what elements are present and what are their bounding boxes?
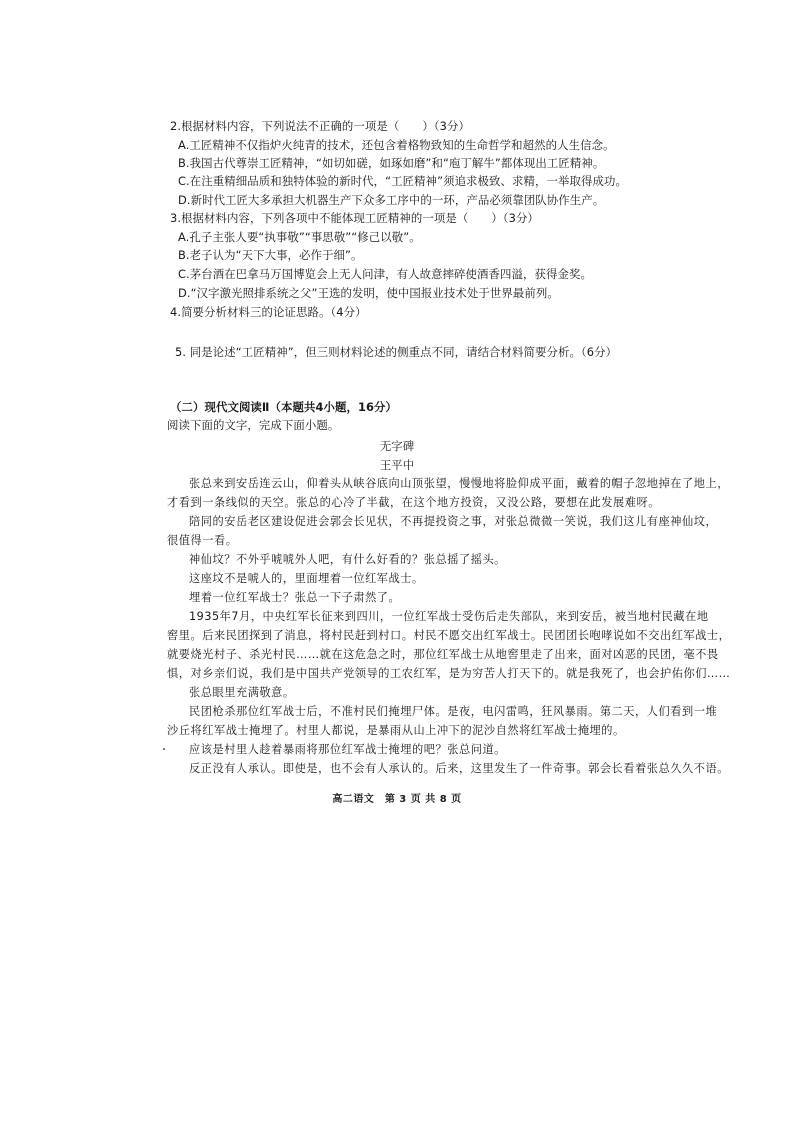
- question-2-stem: 2.根据材料内容，下列说法不正确的一项是（ ）（3分）: [170, 119, 470, 133]
- passage-line: 陪同的安岳老区建设促进会郭会长见状，不再提投资之事，对张总微微一笑说，我们这儿有座神仙坟，: [189, 515, 718, 528]
- passage-title: 无字碑: [379, 439, 415, 453]
- passage-line: 神仙坟？不外乎唬唬外人吧，有什么好看的？张总摇了摇头。: [189, 553, 506, 566]
- passage-line: 很值得一看。: [167, 534, 238, 547]
- question-3-option-d: D.“汉字激光照排系统之父”王选的发明，使中国报业技术处于世界最前列。: [178, 286, 559, 300]
- passage-line: 窖里。后来民团探到了消息，将村民赶到村口。村民不愿交出红军战士。民团团长咆哮说如不交出红军战士，: [167, 629, 731, 642]
- passage-line: 沙丘将红军战士掩埋了。村里人都说，是暴雨从山上冲下的泥沙自然将红军战士掩埋的。: [167, 724, 625, 737]
- passage-line: 埋着一位红军战士？张总一下子肃然了。: [189, 591, 401, 604]
- question-4: 4.简要分析材料三的论证思路。（4分）: [170, 305, 367, 319]
- section-heading: （二）现代文阅读Ⅱ（本题共4小题，16分）: [170, 400, 398, 414]
- passage-line: 这座坟不是唬人的，里面埋着一位红军战士。: [189, 572, 424, 585]
- question-3-option-b: B.老子认为“天下大事，必作于细”。: [178, 248, 363, 262]
- question-2-option-b: B.我国古代尊崇工匠精神，“如切如磋，如琢如磨”和“庖丁解牛”都体现出工匠精神。: [178, 156, 605, 170]
- scan-speck: [163, 748, 165, 750]
- passage-author: 王平中: [379, 458, 415, 472]
- passage-line: 1935年7月，中央红军长征来到四川，一位红军战士受伤后走失部队，来到安岳，被当地村民藏在地: [189, 610, 709, 623]
- passage-line: 反正没有人承认。即使是，也不会有人承认的。后来，这里发生了一件奇事。郭会长看着张总久久不语。: [189, 762, 729, 775]
- passage-line: 才看到一条线似的天空。张总的心冷了半截，在这个地方投资，又没公路，要想在此发展难呀。: [167, 496, 660, 509]
- page-footer: 高二语文 第 3 页 共 8 页: [332, 794, 462, 805]
- passage-line: 就要烧光村子、杀光村民……就在这危急之时，那位红军战士从地窖里走了出来，面对凶恶的民团，毫不畏: [167, 648, 719, 661]
- section-instruction: 阅读下面的文字，完成下面小题。: [167, 418, 340, 432]
- question-5: 5. 同是论述“工匠精神”，但三则材料论述的侧重点不同，请结合材料简要分析。（6分）: [175, 345, 618, 359]
- question-3-stem: 3.根据材料内容，下列各项中不能体现工匠精神的一项是（ ）（3分）: [170, 211, 539, 225]
- passage-line: 民团枪杀那位红军战士后，不准村民们掩埋尸体。是夜，电闪雷鸣，狂风暴雨。第二天，人们看到一堆: [189, 705, 718, 718]
- passage-line: 惧，对乡亲们说，我们是中国共产党领导的工农红军，是为穷苦人打天下的。就是我死了，也会护佑你们……: [167, 667, 731, 680]
- passage-line: 应该是村里人趁着暴雨将那位红军战士掩埋的吧？张总问道。: [189, 743, 506, 756]
- question-2-option-c: C.在注重精细品质和独特体验的新时代，“工匠精神”须追求极致、求精，一举取得成功。: [178, 174, 627, 188]
- question-3-option-c: C.茅台酒在巴拿马万国博览会上无人问津，有人故意摔碎使酒香四溢，获得金奖。: [178, 267, 592, 281]
- passage-line: 张总眼里充满敬意。: [189, 686, 295, 699]
- passage-line: 张总来到安岳连云山，仰着头从峡谷底向山顶张望，慢慢地将脸仰成平面，戴着的帽子忽地掉在了地上，: [189, 477, 729, 490]
- question-2-option-d: D.新时代工匠大多承担大机器生产下众多工序中的一环，产品必须靠团队协作生产。: [178, 193, 605, 207]
- question-3-option-a: A.孔子主张人要“执事敬”“事思敬”“修己以敬”。: [178, 230, 421, 244]
- question-2-option-a: A.工匠精神不仅指炉火纯青的技术，还包含着格物致知的生命哲学和超然的人生信念。: [178, 138, 615, 152]
